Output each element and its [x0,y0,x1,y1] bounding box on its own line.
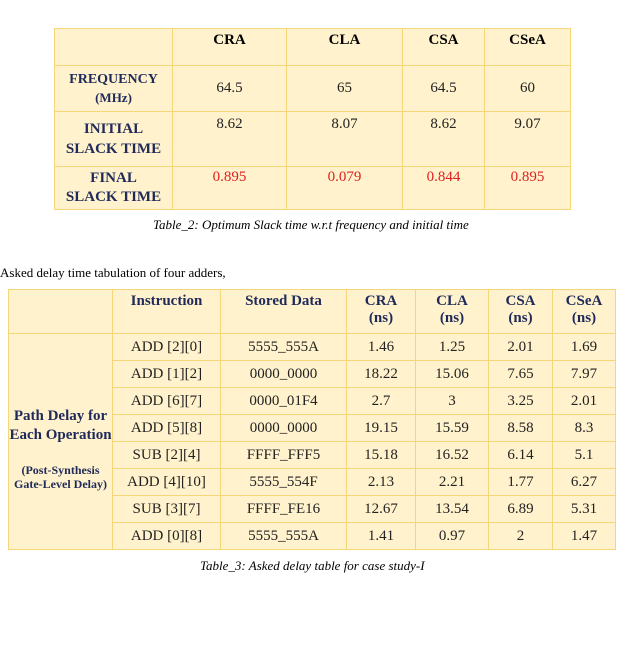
table-cell: 8.3 [553,415,616,442]
stored-data-cell: 0000_0000 [221,415,347,442]
table-cell: 5.1 [553,442,616,469]
row-label-frequency [55,66,173,112]
table-cell: 60 [485,66,571,112]
block-label-sub: (Post-Synthesis Gate-Level Delay) [14,462,107,491]
table2-header-row [55,29,571,66]
table-cell: 1.47 [553,523,616,550]
table2-header-cla: CLA [287,29,403,66]
table2-header-csa: CSA [403,29,485,66]
header-stored-data: Stored Data [221,290,347,334]
row-label-line: FINAL [90,170,137,186]
table-cell: 18.22 [347,361,416,388]
stored-data-cell: FFFF_FE16 [221,496,347,523]
table-cell: 8.58 [489,415,553,442]
table-cell-highlight: 0.844 [403,167,485,210]
table-cell: 6.89 [489,496,553,523]
table-cell: 3.25 [489,388,553,415]
table-cell: 1.77 [489,469,553,496]
table-cell: 16.52 [416,442,489,469]
table-cell: 19.15 [347,415,416,442]
table2-header-cra: CRA [173,29,287,66]
table2-row-frequency [55,66,571,112]
stored-data-cell: FFFF_FFF5 [221,442,347,469]
slack-time-table [54,28,571,210]
stored-data-cell: 5555_554F [221,469,347,496]
instruction-cell: SUB [3][7] [113,496,221,523]
table-cell: 8.07 [287,112,403,167]
row-label-initial-slack [55,112,173,167]
row-label-final-slack [55,167,173,210]
table-cell: 12.67 [347,496,416,523]
table3-header-row [9,290,616,334]
instruction-cell: ADD [0][8] [113,523,221,550]
table-cell-highlight: 0.079 [287,167,403,210]
row-label-line: INITIAL [83,121,144,137]
delay-table [8,289,616,550]
table-cell: 8.62 [403,112,485,167]
table2-header-empty [55,29,173,66]
table-cell: 5.31 [553,496,616,523]
table-cell: 2.01 [553,388,616,415]
table2-row-final-slack [55,167,571,210]
header-csa: CSA (ns) [489,290,553,334]
table-cell: 7.97 [553,361,616,388]
table3-header-empty [9,290,113,334]
instruction-cell: ADD [4][10] [113,469,221,496]
table-cell: 6.27 [553,469,616,496]
table-cell: 2.01 [489,334,553,361]
intro-text: Asked delay time tabulation of four adders, [0,265,226,280]
header-cra: CRA (ns) [347,290,416,334]
instruction-cell: SUB [2][4] [113,442,221,469]
table-cell: 2.13 [347,469,416,496]
table-cell-highlight: 0.895 [173,167,287,210]
block-label-main: Path Delay for Each Operation [9,407,112,443]
table-cell: 0.97 [416,523,489,550]
header-instruction: Instruction [113,290,221,334]
table-cell: 2.21 [416,469,489,496]
table-cell: 1.25 [416,334,489,361]
row-label-line: SLACK TIME [65,189,162,205]
stored-data-cell: 5555_555A [221,523,347,550]
header-cla: CLA (ns) [416,290,489,334]
table-cell: 9.07 [485,112,571,167]
row-label-line: SLACK TIME [65,141,162,157]
table-cell: 15.59 [416,415,489,442]
header-csea: CSeA (ns) [553,290,616,334]
table-cell: 6.14 [489,442,553,469]
table-cell: 64.5 [173,66,287,112]
instruction-cell: ADD [6][7] [113,388,221,415]
row-label-line: FREQUENCY [69,71,158,87]
stored-data-cell: 5555_555A [221,334,347,361]
table2-row-initial-slack [55,112,571,167]
table-cell: 64.5 [403,66,485,112]
table3-caption: Table_3: Asked delay table for case study-I [200,558,425,573]
table-cell: 65 [287,66,403,112]
table-cell: 15.18 [347,442,416,469]
table2-caption: Table_2: Optimum Slack time w.r.t frequency and initial time [153,217,469,232]
table-cell: 15.06 [416,361,489,388]
table-cell: 1.46 [347,334,416,361]
row-label-line: (MHz) [95,89,132,105]
table-cell: 7.65 [489,361,553,388]
block-label-cell [9,334,113,550]
table-cell: 13.54 [416,496,489,523]
instruction-cell: ADD [5][8] [113,415,221,442]
table-cell-highlight: 0.895 [485,167,571,210]
table-cell: 3 [416,388,489,415]
instruction-cell: ADD [1][2] [113,361,221,388]
stored-data-cell: 0000_0000 [221,361,347,388]
instruction-cell: ADD [2][0] [113,334,221,361]
table-cell: 1.69 [553,334,616,361]
table-row [9,334,616,361]
table-cell: 2 [489,523,553,550]
stored-data-cell: 0000_01F4 [221,388,347,415]
table2-header-csea: CSeA [485,29,571,66]
table-cell: 2.7 [347,388,416,415]
table-cell: 8.62 [173,112,287,167]
table-cell: 1.41 [347,523,416,550]
